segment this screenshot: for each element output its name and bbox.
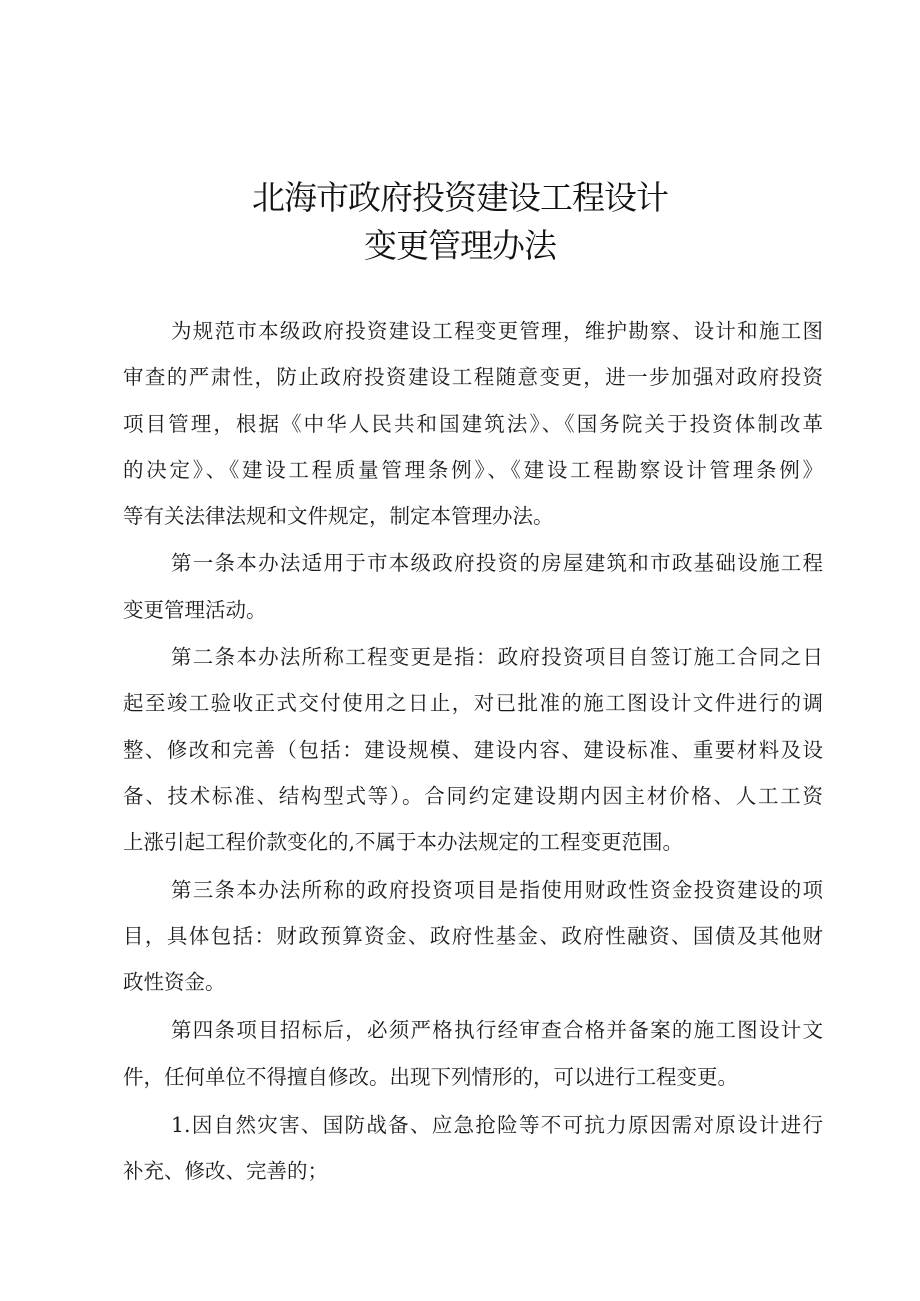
paragraph-item-1: [123, 1102, 823, 1195]
paragraph-line: 件，任何单位不得擅自修改。出现下列情形的，可以进行工程变更。: [123, 1064, 738, 1089]
paragraph-line: 起至竣工验收正式交付使用之日止，对已批准的施工图设计文件进行的调: [123, 691, 823, 716]
document-title-line-2: 变更管理办法: [364, 226, 556, 265]
document-body: [123, 308, 823, 1195]
paragraph-line: 等有关法律法规和文件规定，制定本管理办法。: [123, 504, 554, 529]
paragraph-line: 为规范市本级政府投资建设工程变更管理，维护勘察、设计和施工图: [171, 319, 823, 343]
paragraph-line: 整、修改和完善（包括：建设规模、建设内容、建设标准、重要材料及设: [123, 737, 823, 762]
paragraph-article-3: [123, 867, 823, 1006]
paragraph-line: 补充、修改、完善的；: [123, 1159, 328, 1184]
paragraph-article-1: [123, 540, 823, 633]
paragraph-article-4: [123, 1007, 823, 1100]
paragraph-line: 的决定》、《建设工程质量管理条例》、《建设工程勘察设计管理条例》: [123, 457, 823, 482]
paragraph-line: 第一条本办法适用于市本级政府投资的房屋建筑和市政基础设施工程: [171, 551, 823, 576]
paragraph-line: 政性资金。: [123, 970, 226, 995]
paragraph-line: 第二条本办法所称工程变更是指：政府投资项目自签订施工合同之日: [171, 645, 823, 670]
paragraph-line: 变更管理活动。: [123, 597, 267, 622]
paragraph-line: 审查的严肃性，防止政府投资建设工程随意变更，进一步加强对政府投资: [123, 365, 823, 390]
document-title-line-1: 北海市政府投资建设工程设计: [252, 178, 668, 217]
paragraph-line: 项目管理，根据《中华人民共和国建筑法》、《国务院关于投资体制改革: [123, 411, 823, 436]
paragraph-line: 1.因自然灾害、国防战备、应急抢险等不可抗力原因需对原设计进行: [171, 1113, 823, 1138]
paragraph-line: 第三条本办法所称的政府投资项目是指使用财政性资金投资建设的项: [171, 877, 823, 902]
paragraph-article-2: [123, 634, 823, 865]
paragraph-preamble: [123, 308, 823, 539]
paragraph-line: 上涨引起工程价款变化的,不属于本办法规定的工程变更范围。: [123, 830, 684, 855]
paragraph-line: 目，具体包括：财政预算资金、政府性基金、政府性融资、国债及其他财: [123, 923, 823, 948]
paragraph-line: 第四条项目招标后，必须严格执行经审查合格并备案的施工图设计文: [171, 1018, 823, 1043]
paragraph-line: 备、技术标准、结构型式等）。合同约定建设期内因主材价格、人工工资: [123, 783, 823, 808]
